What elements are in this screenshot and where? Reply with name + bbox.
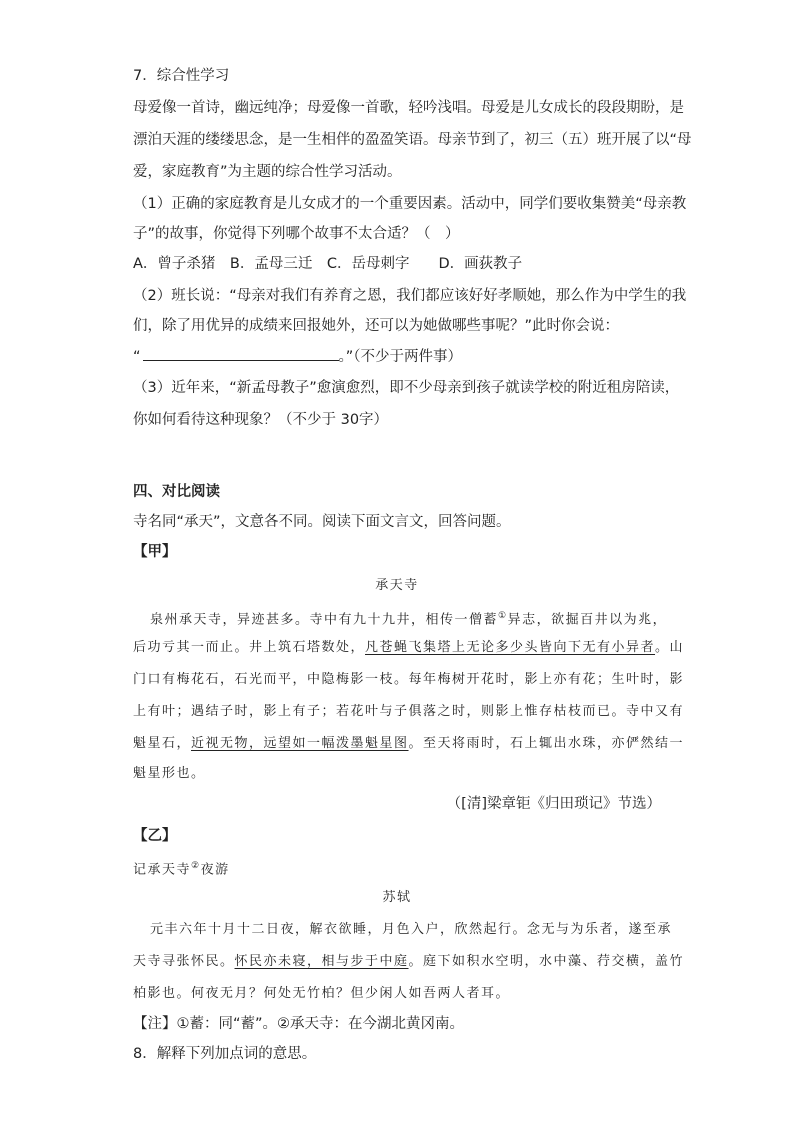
q7-sub1-line: 子”的故事，你觉得下列哪个故事不太合适？（ ） <box>133 226 460 242</box>
section-heading: 四、对比阅读 <box>133 484 220 500</box>
q7-intro-line: 漂泊天涯的缕缕思念，是一生相伴的盈盈笑语。母亲节到了，初三（五）班开展了以“母 <box>133 132 692 148</box>
jia-title: 承天寺 <box>375 578 419 593</box>
q7-intro-line: 爱，家庭教育”为主题的综合性学习活动。 <box>133 164 402 180</box>
q7-title: 7．综合性学习 <box>133 68 230 84</box>
q7-sub3-line: （3）近年来，“新孟母教子”愈演愈烈，即不少母亲到孩子就读学校的附近租房陪读， <box>133 380 680 396</box>
open-quote: “ <box>133 349 141 365</box>
yi-text-line: 元丰六年十月十二日夜，解衣欲睡，月色入户，欣然起行。念无与为乐者，遂至承 <box>150 922 673 937</box>
yi-author: 苏轼 <box>382 890 412 905</box>
yi-text-line: 天寺寻张怀民。怀民亦未寝，相与步于中庭。庭下如积水空明，水中藻、荇交横，盖竹 <box>133 954 685 969</box>
q7-sub2-answer <box>133 346 462 367</box>
yi-label: 【乙】 <box>133 828 177 844</box>
footnote: 【注】①蓄：同“蓄”。②承天寺：在今湖北黄冈南。 <box>133 1016 465 1032</box>
jia-text-line: 泉州承天寺，异迹甚多。寺中有九十九井，相传一僧蓄①异志，欲掘百井以为兆， <box>150 611 668 628</box>
q7-intro-line: 母爱像一首诗，幽远纯净；母爱像一首歌，轻吟浅唱。母爱是儿女成长的段段期盼，是 <box>133 100 684 116</box>
jia-text-line: 上有叶；遇结子时，影上有子；若花叶与子俱落之时，则影上惟存枯枝而已。寺中又有 <box>133 704 685 719</box>
q7-sub2-line: （2）班长说：“母亲对我们有养育之恩，我们都应该好好孝顺她，那么作为中学生的我 <box>133 288 687 304</box>
jia-text-line: 魁星形也。 <box>133 766 206 781</box>
jia-text-line: 门口有梅花石，石光而平，中隐梅影一枝。每年梅树开花时，影上亦有花；生叶时，影 <box>133 672 685 687</box>
q7-sub1-line: （1）正确的家庭教育是儿女成才的一个重要因素。活动中，同学们要收集赞美“母亲教 <box>133 196 687 212</box>
q7-options: A．曾子杀猪 B．孟母三迁 C．岳母刺字 D．画荻教子 <box>133 256 523 272</box>
section-intro: 寺名同“承天”，文意各不同。阅读下面文言文，回答问题。 <box>133 514 511 530</box>
jia-text-line: 魁星石，近视无物，远望如一幅泼墨魁星图。至天将雨时，石上辄出水珠，亦俨然结一 <box>133 736 685 751</box>
close-quote: 。”（不少于两件事） <box>338 349 463 365</box>
q7-sub2-line: 们，除了用优异的成绩来回报她外，还可以为她做哪些事呢？”此时你会说： <box>133 318 620 334</box>
question-8: 8．解释下列加点词的意思。 <box>133 1046 317 1062</box>
q7-sub3-line: 你如何看待这种现象？（不少于 30字） <box>133 412 389 428</box>
jia-label: 【甲】 <box>133 544 177 560</box>
jia-text-line: 后功亏其一而止。井上筑石塔数处，凡苍蝇飞集塔上无论多少头皆向下无有小异者。山 <box>133 640 685 655</box>
yi-text-line: 柏影也。何夜无月？何处无竹柏？但少闲人如吾两人者耳。 <box>133 986 511 1001</box>
jia-source: （[清]梁章钜《归田琐记》节选） <box>446 796 661 812</box>
yi-title: 记承天寺②夜游 <box>133 861 230 878</box>
answer-blank[interactable] <box>143 346 339 361</box>
